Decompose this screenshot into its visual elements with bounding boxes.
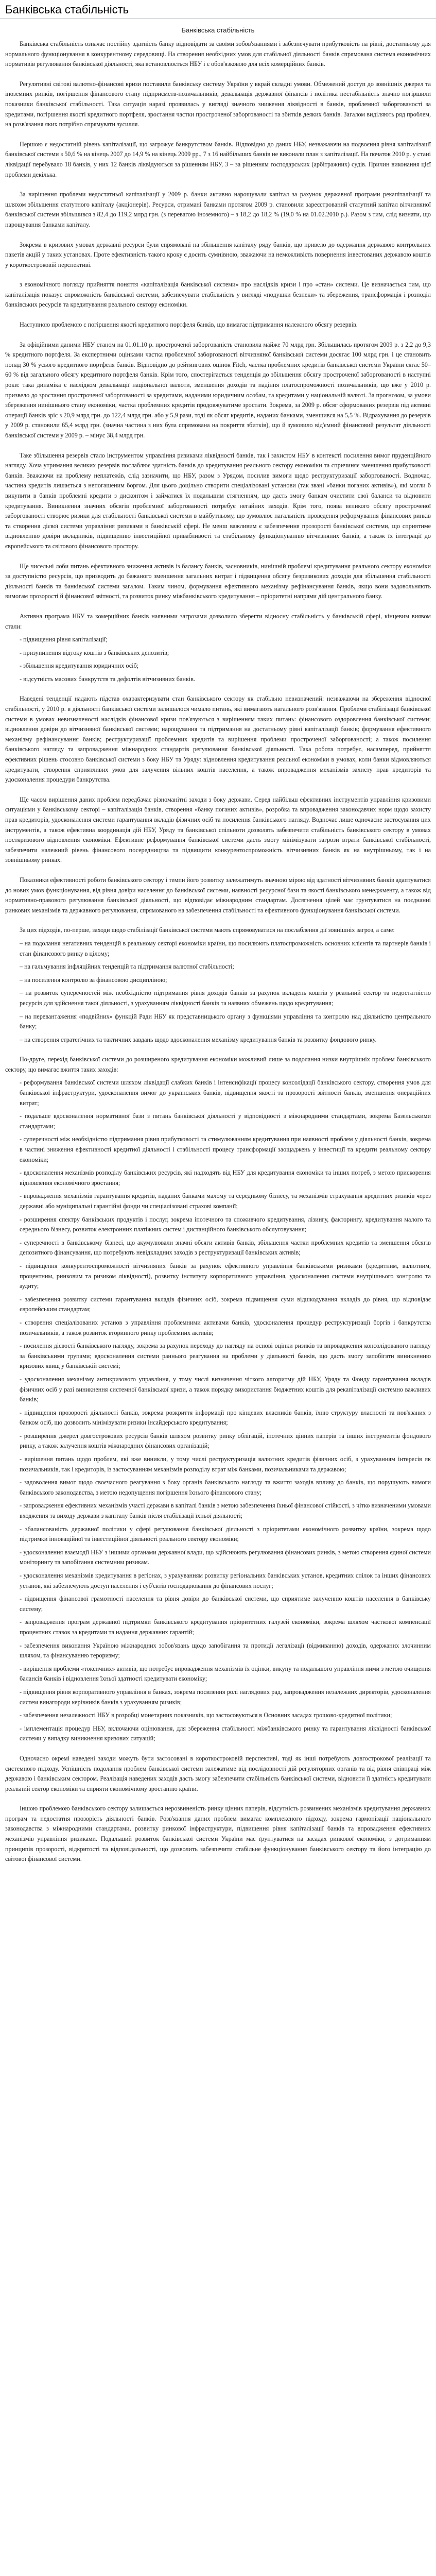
list-item: - розширення спектру банківських продуктів і послуг, зокрема іпотечного та споживчого кредитування, лізингу, факторингу, кредитування малого та середнього бізнесу, розвиток електронних платіжних систем і дистанційного банківського обслуговування;	[20, 1215, 431, 1233]
article-subtitle: Банківська стабільність	[181, 26, 255, 34]
list-item: - посилення дієвості банківського нагляду, зокрема за рахунок переходу до нагляду на основі оцінки ризиків та впровадження консолідованого нагляду за банківськими групами; вдосконалення системи раннього реагування на проблеми у діяльності банків, що дасть змогу запобігати виникненню кризових явищ у банківській системі;	[20, 1342, 431, 1370]
list-item: - подальше вдосконалення нормативної бази з питань банківської діяльності у відповідності з міжнародними стандартами, зокрема Базельськими стандартами;	[20, 1112, 431, 1130]
list-item: - підвищення рівня корпоративного управління в банках, зокрема посилення ролі наглядових рад, запровадження незалежних директорів, удосконалення систем винагороди керівників банків з урахуванням ризиків;	[20, 1688, 431, 1706]
paragraph: Активна програма НБУ та комерційних банків наявними загрозами дозволило зберегти відносну стабільність у банківській сфері, кінцевим виявом стали:	[5, 612, 431, 630]
list-item: - призупинення відтоку коштів з банківських депозитів;	[20, 649, 169, 656]
list-item: - збільшення кредитування юридичних осіб;	[20, 662, 139, 670]
list-item: - підвищення фінансової грамотності населення та рівня довіри до банківської системи, що сприятиме залученню коштів населення в банківську систему;	[20, 1595, 431, 1613]
list-item: - підвищення прозорості діяльності банків, зокрема розкриття інформації про кінцевих власників банків, їхню структуру власності та пов'язаних з банком осіб, що дозволить мінімізувати ризики інсайдерського кредитування;	[20, 1409, 431, 1427]
list-item: - забезпечення незалежності НБУ в розробці монетарних показників, що застосовуються в Основних засадах грошово-кредитної політики;	[20, 1711, 392, 1719]
list-item: - запровадження програм державної підтримки банківського кредитування пріоритетних галузей економіки, зокрема шляхом часткової компенсації процентних ставок за кредитами та надання державних гарантій;	[20, 1618, 431, 1636]
list-item: - вирішення проблеми «токсичних» активів, що потребує впровадження механізмів їх оцінки, викупу та подальшого управління ними з метою очищення балансів банків і відновлення їхньої здатності кредитувати економіку;	[20, 1665, 431, 1683]
article-text	[5, 39, 431, 1865]
list-item: – на посилення контролю за фінансовою дисципліною;	[20, 976, 167, 984]
paragraph: Іншою проблемою банківського сектору залишається нерозвиненість ринку цінних паперів, відсутність розвинених механізмів кредитування державних програм та недостатня прозорість діяльності банків. Розв'язання даних проблем вимагає комплексного підходу, зокрема гармонізації національного законодавства з міжнародними стандартами, розвитку ринкової інфраструктури, підвищення рівня капіталізації банків та впровадження ефективних механізмів управління ризиками. Подальший розвиток банківської системи України має ґрунтуватися на засадах ринкової економіки, з дотриманням принципів прозорості, відкритості та відповідальності, що дозволить забезпечити стабільне функціонування банківського сектору та його інтеграцію до світової фінансової системи.	[5, 1805, 431, 1863]
list-item: – на розвиток суперечностей між необхідністю підтримання рівня доходів банків за рахунок вкладень коштів у реальний сектор та недостатністю ресурсів для здійснення такої діяльності, з урахуванням ліквідності банків та наявних обмежень щодо кредитування;	[20, 989, 431, 1007]
paragraph: Регулятивні світові валютно-фінансові кризи поставили банківську систему України у вкрай складні умови. Обмежений доступ до зовнішніх джерел та іноземних ринків, погіршення фінансового стану підприємств-позичальників, девальвація державної фінансів і політика нестабільність значно погіршили показники банківської стабільності. Така ситуація наразі проявилась у вигляді значного зниження ліквідності в банків, проблемної заборгованості за кредитами, погіршення якості кредитного портфеля, зростання частки простроченої заборгованості та збитків деяких банків. Загалом виділяють ряд проблем, на розв'язання яких потрібно спрямувати зусилля.	[5, 80, 431, 128]
list-item: - забезпечення виконання Україною міжнародних зобов'язань щодо запобігання та протидії легалізації (відмиванню) доходів, одержаних злочинним шляхом, та фінансуванню тероризму;	[20, 1641, 431, 1659]
list-item: - створення спеціалізованих установ з управління проблемними активами банків, удосконалення процедур реструктуризації боргів і банкрутства позичальників, а також розвиток вторинного ринку проблемних активів;	[20, 1318, 431, 1336]
paragraph: Наступною проблемою є погіршення якості кредитного портфеля банків, що вимагає підтримання належного обсягу резервів.	[20, 321, 358, 329]
paragraph: За офіційними даними НБУ станом на 01.01.10 р. простроченої заборгованість становила майже 70 млрд грн. Збільшилась протягом 2009 р. з 2,2 до 9,3 % кредитного портфеля. За експертними оцінками частка проблемної заборгованості вітчизняної банківської системи досягає 100 млрд грн. і це становить понад 30 % усього кредитного портфеля банків. Відповідно до рейтингових оцінок Fitch, частка проблемних кредитів банківської системи України сягає 50–60 % від загального обсягу кредитного портфеля банків. Крім того, спостерігається тенденція до збільшення обсягу простроченої заборгованості в наступні роки: така динаміка є наслідком девальвації національної валюти, зменшення доходів та падіння платоспроможності позичальників, що вже у 2010 р. призвело до зростання простроченої заборгованості за кредитами, наданими юридичним особам, та кредитами у національній валюті. За прогнозом, за умови збереження нинішнього стану економіки, частка проблемних кредитів продовжуватиме зростати. Зокрема, за 2009 р. обсяг сформованих резервів під активні операції банків зріс з 20,9 млрд грн. до 122,4 млрд грн. або у 5,9 рази, тоді як обсяг кредитів, наданих банками, зменшився на 5,5 %. Відрахування до резервів у 2009 р. становили 65,4 млрд грн. (значна частина з них була спрямована на покриття збитків), що й зумовило від'ємний фінансовий результат діяльності банківської системи у 2009 р. – мінус 38,4 млрд грн.	[5, 341, 431, 439]
list-item: - задоволення вимог щодо своєчасного реагування з боку органів банківського нагляду та вжиття заходів впливу до банків, що порушують вимоги банківського законодавства, з метою недопущення погіршення їхнього фінансового стану;	[20, 1479, 431, 1496]
list-item: - впровадження механізмів гарантування кредитів, наданих банками малому та середньому бізнесу, та механізмів страхування кредитних ризиків через державні або муніципальні гарантійні фонди чи спеціалізовані страхові компанії;	[20, 1192, 431, 1210]
list-item: – на створення стратегічних та тактичних завдань щодо вдосконалення механізму кредитування банків та розвитку фондового ринку.	[20, 1036, 377, 1043]
paragraph: Показники ефективності роботи банківського сектору і темпи його розвитку залежатимуть значною мірою від здатності вітчизняних банків адаптуватися до нових умов функціонування, від рівня довіри населення до банківської системи, наявності ресурсної бази та якості банківського менеджменту, а також від нормативно-правового регулювання банківської діяльності, що відповідає міжнародним стандартам. Досягнення цілей має ґрунтуватися на поєднанні ринкових механізмів та державного регулювання, спрямованого на забезпечення стабільності та ефективного функціонування банківської системи.	[5, 876, 431, 914]
list-item: - підвищення конкурентоспроможності вітчизняних банків за рахунок ефективного управління банківськими ризиками (кредитним, валютним, процентним, ринковим та ризиком ліквідності), розвитку інституту корпоративного управління, удосконалення системи внутрішнього контролю та аудиту;	[20, 1262, 431, 1290]
list-item: - відсутність масових банкрутств та дефолтів вітчизняних банків.	[20, 675, 196, 683]
list-item: - розширення джерел довгострокових ресурсів банків шляхом розвитку ринку облігацій, іпотечних цінних паперів та інших інструментів фондового ринку, а також залучення коштів міжнародних фінансових організацій;	[20, 1432, 431, 1450]
paragraph: Ще чисельні лоби питань ефективного зниження активів із балансу банків, засновників, нинішній проблемі кредитування реального сектору економіки за доступністю ресурсів, що призводить до бажаного зменшення загальних витрат і підвищення обсягу безризикових доходів для збільшення стабільності діяльності банків та банківської системи загалом. Таким чином, формування ефективного механізму рефінансування банків, якщо вони задовольняють вимогам прозорості й фінансової звітності, та розвиток ринку міжбанківського кредитування – пріоритетні напрями дій центрального банку.	[5, 562, 431, 600]
page-title: Банківська стабільність	[0, 0, 436, 19]
list-item: – на гальмування інфляційних тенденцій та підтримання валютної стабільності;	[20, 963, 234, 971]
list-item: - запровадження ефективних механізмів участі держави в капіталі банків з метою забезпечення їхньої фінансової стійкості, з чітко визначеними умовами входження та виходу держави з капіталу банків після стабілізації їхньої діяльності;	[20, 1502, 431, 1520]
list-item: - удосконалення механізму антикризового управління, у тому числі визначення чіткого алгоритму дій НБУ, Уряду та Фонду гарантування вкладів фізичних осіб у разі виникнення системної банківської кризи, а також порядку використання бюджетних коштів для рекапіталізації системно важливих банків;	[20, 1375, 431, 1403]
list-item: - вирішення питань щодо проблем, які вже виникли, у тому числі реструктуризація валютних кредитів фізичних осіб, з урахуванням інтересів як позичальників, так і кредиторів, із застосуванням механізмів розподілу втрат між банками, позичальниками та державою;	[20, 1455, 431, 1473]
paragraph: Одночасно окремі наведені заходи можуть бути застосовані в короткостроковій перспективі, тоді як інші потребують довгострокової реалізації та системного підходу. Успішність подолання проблем банківської системи залежатиме від послідовності дій регуляторних органів та від рівня співпраці між державою і банківським сектором. Реалізація наведених заходів дасть змогу забезпечити стабільність банківської системи, відновити її здатність кредитувати реальний сектор економіки та сприяти економічному зростанню країни.	[5, 1754, 431, 1792]
list-item: - суперечності між необхідністю підтримання рівня прибутковості та стимулюванням кредитування при наявності проблем у діяльності банків, зокрема в частині зниження ефективності кредитної діяльності і стабільності процесу трансформації заощаджень у інвестиції та кредити реальному сектору економіки;	[20, 1136, 431, 1163]
list-item: – на перевантаження «подвійних» функцій Ради НБУ як представницького органу з функціями управління та контролю над діяльністю центрального банку;	[20, 1012, 431, 1030]
list-item: - збалансованість державної політики у сфері регулювання банківської діяльності з пріоритетами економічного розвитку країни, зокрема щодо підтримки інноваційної та інвестиційної діяльності реального сектору економіки;	[20, 1525, 431, 1543]
list-item: – на подолання негативних тенденцій в реальному секторі економіки країни, що посилюють платоспроможність основних клієнтів та партнерів банків і стан фінансового ринку в цілому;	[20, 939, 431, 957]
paragraph: Зокрема в кризових умовах державні ресурси були спрямовані на збільшення капіталу ряду банків, що привело до одержання державою контрольних пакетів акцій у таких установах. Проте ефективність такого кроку є досить сумнівною, зважаючи на неможливість повернення інвестованих державою коштів у короткостроковій перспективі.	[5, 241, 431, 268]
paragraph: За цих підходів, по-перше, заходи щодо стабілізації банківської системи мають спрямовуватися на послаблення дії зовнішніх загроз, а саме:	[20, 926, 395, 934]
list-item: - імплементація процедур НБУ, включаючи оцінювання, для збереження стабільності міжбанківського ринку та гарантування ліквідності банківської системи у випадку виникнення кризових ситуацій;	[20, 1724, 431, 1742]
list-item: - удосконалення взаємодії НБУ з іншими органами державної влади, що здійснюють регулювання фінансових ринків, з метою створення єдиної системи моніторингу та запобігання системним ризикам.	[20, 1548, 431, 1566]
paragraph: Першою є недостатній рівень капіталізації, що загрожує банкрутством банків. Відповідно до даних НБУ, незважаючи на подвоєння рівня капіталізації банківської системи з 50,6 % на кінець 2007 до 14,9 % на кінець 2009 рр., 7 з 16 найбільших банків не виконали план з капіталізації. На початок 2010 р. у стані ліквідації перебувало 18 банків, у них 12 банків ліквідуються за рішенням НБУ, 3 – за рішенням господарських (арбітражних) судів. Причин виконання цієї проблеми декілька.	[5, 140, 431, 178]
list-item: - підвищення рівня капіталізації;	[20, 636, 108, 643]
paragraph: Таке збільшення резервів стало інструментом управління ризиками ліквідності банків, так і захистом НБУ в контексті посилення вимог пруденційного нагляду. Хоча утримання великих резервів послаблює здатність банків до кредитування реального сектору економіки та спричиняє зменшення прибутковості банків. Зважаючи на проблему неплатежів, слід зазначити, що НБУ, разом з Урядом, посилив вимоги щодо реструктуризації заборгованості. Водночас, частина кредитів лишається з непогашеним боргом. Для цього доцільно створити спеціалізовані установи (так звані «банки поганих активів»), які могли б викупити в банків проблемні кредити з дисконтом і займатися їх подальшим стягненням, що дасть змогу банкам очистити свої баланси та відновити кредитування. Виникнення значних обсягів проблемної заборгованості потребує негайних заходів. Крім того, поява великого обсягу простроченої заборгованості створює ризики для стабільності банківської системи в майбутньому, що зумовлює нагальність проведення реформування фінансових ринків та створення дієвої системи управління ризиками в банківській сфері. Не менш важливим є забезпечення прозорості банківської системи, що сприятиме відновленню довіри вкладників, підвищенню інвестиційної привабливості та стабільному функціонуванню вітчизняних банків, а також їх інтеграції до європейського та світового фінансового простору.	[5, 451, 431, 550]
list-item: - удосконалення механізмів кредитування в регіонах, з урахуванням розвитку регіональних банківських установ, кредитних спілок та інших фінансових установ, які забезпечують доступ населення і суб'єктів господарювання до фінансових послуг;	[20, 1572, 431, 1589]
list-item: - забезпечення розвитку системи гарантування вкладів фізичних осіб, зокрема підвищення суми відшкодування вкладів до рівня, що відповідає європейським стандартам;	[20, 1295, 431, 1313]
list-item: - вдосконалення механізмів розподілу банківських ресурсів, які надходять від НБУ для кредитування економіки та інших потреб, з метою прискорення відновлення економічного зростання;	[20, 1169, 431, 1187]
paragraph: з економічного погляду прийняття поняття «капіталізація банківської системи» про наслідків кризи і про «стан» системи. Це визначається тим, що капіталізація показує спроможність банківської системи, забезпечувати стабільність у вигляді «подушки безпеки» та збереження, трансформація і розподіл банківських ресурсів та кредитування реального сектору економіки.	[5, 281, 431, 309]
list-item: - реформування банківської системи шляхом ліквідації слабких банків і інтенсифікації процесу консолідації банківського сектору, створення умов для банківської інфраструктури, удосконалення вимог до українських банків, підвищення якості та прозорості звітності банків, зменшення операційних витрат;	[20, 1079, 431, 1107]
list-item: - суперечності в банківському бізнесі, що акумулювали значні обсяги активів банків, збільшення частки проблемних кредитів та зменшення обсягів депозитного фінансування, що потребують невідкладних заходів з реструктуризації банківських активів;	[20, 1239, 431, 1257]
paragraph: Банківська стабільність означає постійну здатність банку відповідати за своїми зобов'язаннями і забезпечувати прибутковість на рівні, достатньому для нормального функціонування в конкурентному середовищі. На створення необхідних умов для стабільної діяльності банків спрямована система економічних нормативів регулювання банківської діяльності, яка встановлюється НБУ і є обов'язковою для всіх комерційних банків.	[5, 40, 431, 68]
paragraph: По-друге, перехід банківської системи до розширеного кредитування економіки можливий лише за подолання низки внутрішніх проблем банківського сектору, що вимагає вжиття таких заходів:	[5, 1056, 431, 1073]
paragraph: За вирішення проблеми недостатньої капіталізації у 2009 р. банки активно нарощували капітал за рахунок державної програми рекапіталізації та шляхом збільшення статутного капіталу (акціонерів). Ресурси, отримані банками протягом 2009 р. становили зареєстрований статутний капітал вітчизняної банківської системи збільшився з 82,4 до 119,2 млрд грн. (з перевагою іноземного) – з 18,2 до 18,2 % (19,0 % на 01.02.2010 р.). Разом з тим, слід визнати, що нарощування банками капіталу.	[5, 191, 431, 228]
article-body	[0, 19, 436, 1865]
paragraph: Ще часом вирішення даних проблем передбачає різноманітні заходи з боку держави. Серед найбільш ефективних інструментів управління кризовими ситуаціями у банківському секторі – капіталізація банків, створення «банку поганих активів», розробка та впровадження законодавчих норм щодо захисту прав кредиторів, удосконалення системи гарантування вкладів фізичних осіб та посилення банківського нагляду. Водночас лише одночасне застосування цих інструментів, а також ефективна координація дій НБУ, Уряду та банківської спільноти дозволять забезпечити стабільність банківського сектору в умовах посткризового відновлення економіки. Ефективне реформування банківської системи дасть змогу мінімізувати загрози втрати банківської стабільності, забезпечити належний рівень фінансового посередництва та підвищити конкурентоспроможність вітчизняних банків як на внутрішньому, так і на зовнішньому ринках.	[5, 795, 431, 864]
paragraph: Наведені тенденції надають підстав охарактеризувати стан банківського сектору як стабільно невизначений: незважаючи на збереження відносної стабільності, у 2010 р. в діяльності банківської системи залишалося чимало питань, які вимагають нагального розв'язання. Проблеми стабілізації банківської системи в умовах невизначеності наслідків фінансової кризи пов'язуються з вирішенням таких питань: фінансового оздоровлення банківської системи; відновлення довіри до вітчизняної банківської системи; нарощування та підтримання на достатньому рівні капіталізації банків; формування ефективного механізму рефінансування банків; реструктуризації проблемних кредитів та вирішення проблеми простроченої заборгованості; а також посилення банківського нагляду та запровадження міжнародних стандартів регулювання банківської діяльності. Така робота потребує, насамперед, прийняття ефективних рішень стосовно банківської системи з боку НБУ та Уряду: відновлення кредитування реальної економіки в умовах, коли банки відмовляються кредитувати, створення сприятливих умов для залучення вільних коштів населення, а також впровадження механізмів захисту прав кредиторів та удосконалення процедури банкрутства.	[5, 695, 431, 784]
